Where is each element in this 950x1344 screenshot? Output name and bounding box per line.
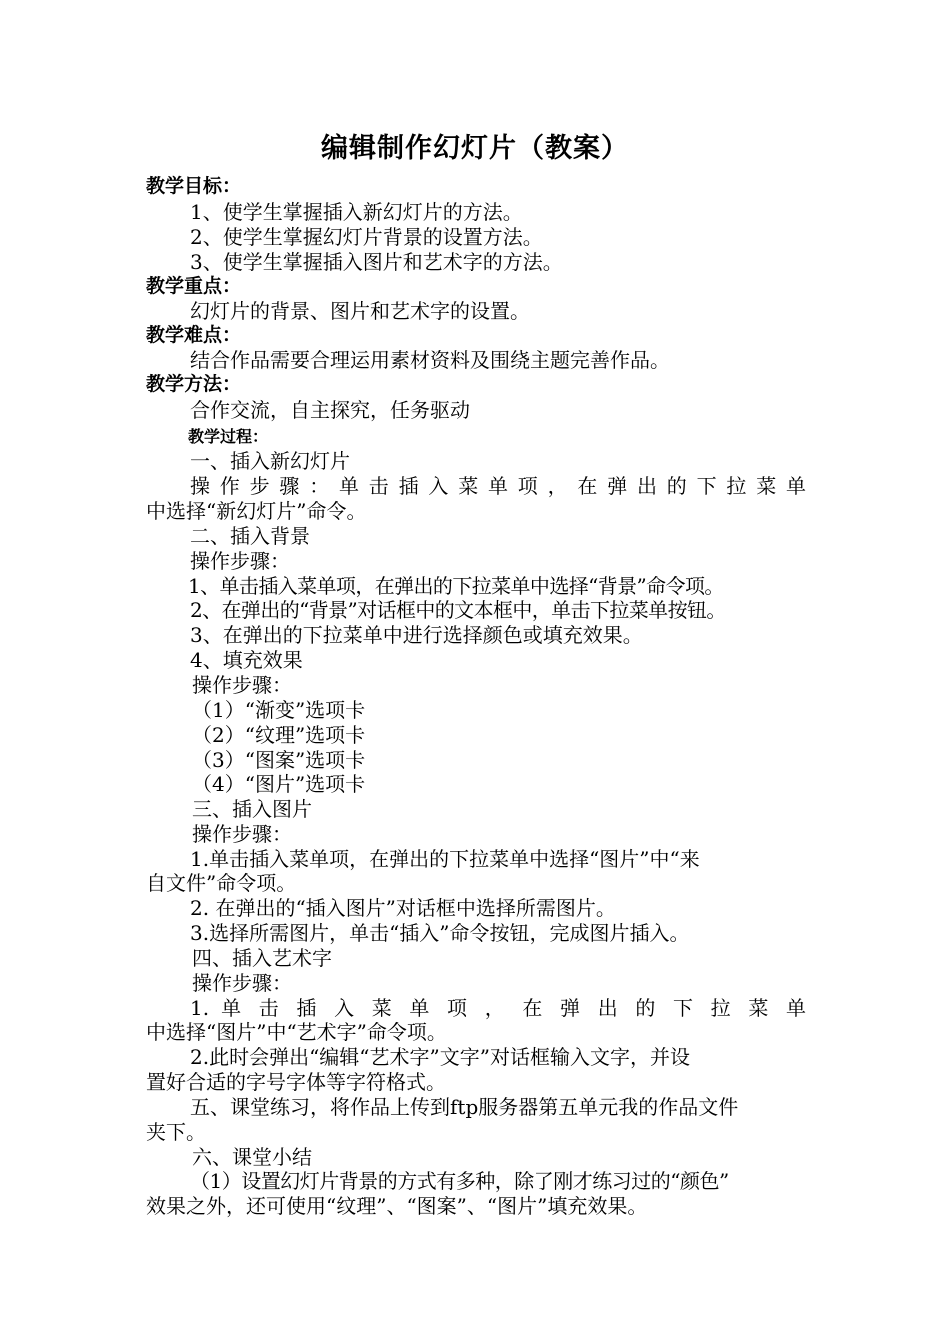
summary-item-1: （1）设置幻灯片背景的方式有多种，除了刚才练习过的“颜色” xyxy=(190,1169,729,1193)
section-3-step-2: 2. 在弹出的“插入图片”对话框中选择所需图片。 xyxy=(190,896,616,920)
summary-item-1-cont: 效果之外，还可使用“纹理”、“图案”、“图片”填充效果。 xyxy=(146,1194,648,1218)
section-4-step-1: 1. 单 击 插 入 菜 单 项 ， 在 弹 出 的 下 拉 菜 单 xyxy=(190,996,806,1020)
tab-gradient-item: （1）“渐变”选项卡 xyxy=(192,698,366,722)
section-2-step-4: 4、填充效果 xyxy=(190,648,303,672)
document-title: 编辑制作幻灯片（教案） xyxy=(321,133,629,164)
section-4-step-1-cont: 中选择“图片”中“艺术字”命令项。 xyxy=(146,1020,447,1044)
objective-2: 2、使学生掌握幻灯片背景的设置方法。 xyxy=(190,225,543,249)
heading-process: 教学过程： xyxy=(188,427,269,446)
section-2-substeps-label: 操作步骤： xyxy=(192,673,292,697)
methods-text: 合作交流，自主探究，任务驱动 xyxy=(190,398,470,422)
section-4-steps-label: 操作步骤： xyxy=(192,971,292,995)
objective-3: 3、使学生掌握插入图片和艺术字的方法。 xyxy=(190,250,563,274)
section-5-text-cont: 夹下。 xyxy=(146,1120,206,1144)
section-2-step-3: 3、在弹出的下拉菜单中进行选择颜色或填充效果。 xyxy=(190,623,643,647)
section-1-step: 操 作 步 骤 ： 单 击 插 入 菜 单 项 ， 在 弹 出 的 下 拉 菜 单 xyxy=(190,474,806,498)
section-4-heading: 四、插入艺术字 xyxy=(192,946,332,970)
section-2-step-2: 2、在弹出的“背景”对话框中的文本框中，单击下拉菜单按钮。 xyxy=(190,598,726,622)
section-4-step-2-cont: 置好合适的字号字体等字符格式。 xyxy=(146,1070,446,1094)
heading-key-points: 教学重点： xyxy=(146,275,242,297)
key-points-text: 幻灯片的背景、图片和艺术字的设置。 xyxy=(190,299,530,323)
heading-difficulties: 教学难点： xyxy=(146,324,242,346)
section-2-steps-label: 操作步骤： xyxy=(190,549,290,573)
tab-texture-item: （2）“纹理”选项卡 xyxy=(192,723,366,747)
section-1-heading: 一、插入新幻灯片 xyxy=(190,449,350,473)
section-3-step-1: 1.单击插入菜单项，在弹出的下拉菜单中选择“图片”中“来 xyxy=(190,847,700,871)
section-3-heading: 三、插入图片 xyxy=(192,797,312,821)
section-1-step-cont: 中选择“新幻灯片”命令。 xyxy=(146,499,367,523)
section-2-heading: 二、插入背景 xyxy=(190,524,310,548)
section-6-heading: 六、课堂小结 xyxy=(192,1145,312,1169)
section-5-text: 五、课堂练习，将作品上传到ftp服务器第五单元我的作品文件 xyxy=(190,1095,739,1119)
tab-picture-item: （4）“图片”选项卡 xyxy=(192,772,366,796)
section-3-step-3: 3.选择所需图片，单击“插入”命令按钮，完成图片插入。 xyxy=(190,921,690,945)
objective-1: 1、使学生掌握插入新幻灯片的方法。 xyxy=(190,200,523,224)
difficulties-text: 结合作品需要合理运用素材资料及围绕主题完善作品。 xyxy=(190,348,670,372)
heading-teaching-objectives: 教学目标： xyxy=(146,175,242,197)
section-3-step-1-cont: 自文件”命令项。 xyxy=(146,871,297,895)
section-4-step-2: 2.此时会弹出“编辑“艺术字”文字”对话框输入文字，并设 xyxy=(190,1045,690,1069)
tab-pattern-item: （3）“图案”选项卡 xyxy=(192,748,366,772)
heading-methods: 教学方法： xyxy=(146,373,242,395)
section-2-step-1: 1、单击插入菜单项，在弹出的下拉菜单中选择“背景”命令项。 xyxy=(188,574,724,598)
section-3-steps-label: 操作步骤： xyxy=(192,822,292,846)
